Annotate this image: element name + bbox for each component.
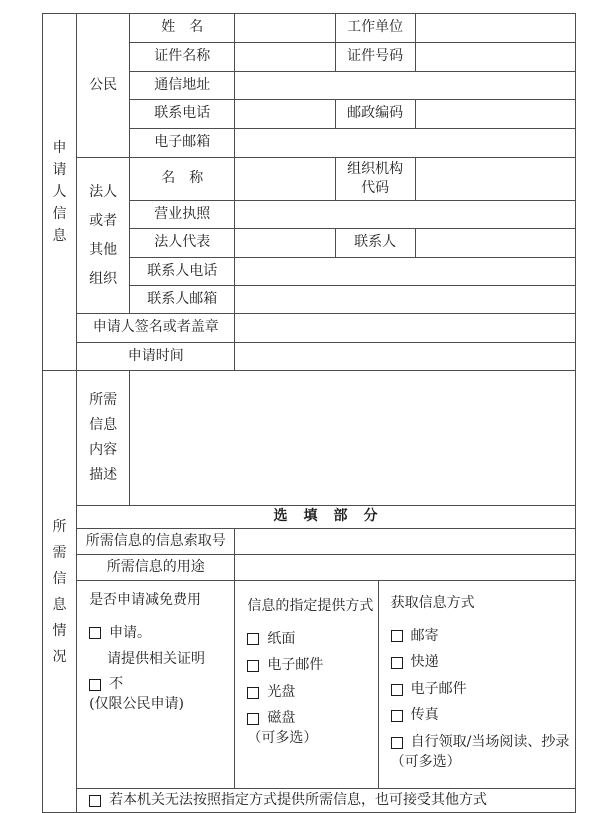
organization-group-label-text: 法人或者其他组织	[89, 183, 118, 287]
obtain-option-fax[interactable]	[391, 706, 569, 726]
id-name-label: 证件名称	[130, 43, 235, 72]
obtain-pickup-label: 自行领取/当场阅读、抄录	[410, 733, 570, 750]
other-method-row	[77, 789, 576, 813]
organization-group-label	[77, 158, 130, 314]
checkbox-icon[interactable]	[89, 627, 101, 639]
fee-waiver-apply-note: 请提供相关证明	[107, 651, 206, 668]
application-date-input-cell[interactable]	[235, 343, 576, 371]
id-name-input-cell[interactable]	[235, 43, 335, 72]
applicant-side-label-text: 申请人信息	[52, 140, 67, 244]
signature-label: 申请人签名或者盖章	[77, 314, 235, 343]
delivery-paper-label: 纸面	[267, 630, 296, 647]
org-name-input-cell[interactable]	[235, 158, 335, 201]
fee-waiver-cell	[77, 581, 235, 789]
checkbox-icon[interactable]	[391, 657, 403, 669]
application-date-label: 申请时间	[77, 343, 235, 371]
checkbox-icon[interactable]	[391, 630, 403, 642]
contact-email-input-cell[interactable]	[235, 286, 576, 314]
contact-input-cell[interactable]	[415, 229, 575, 258]
purpose-label: 所需信息的用途	[77, 555, 235, 581]
org-code-label-text: 组织机构代码	[347, 161, 404, 196]
obtain-option-pickup[interactable]	[391, 733, 569, 753]
contact-phone-input-cell[interactable]	[235, 258, 576, 286]
obtain-method-cell	[378, 581, 575, 789]
obtain-email-label: 电子邮件	[410, 680, 467, 697]
delivery-option-email[interactable]	[247, 656, 371, 676]
checkbox-icon[interactable]	[247, 713, 259, 725]
obtain-express-label: 快递	[410, 654, 439, 671]
name-input-cell[interactable]	[235, 14, 335, 43]
org-code-label	[335, 158, 415, 201]
legal-rep-label: 法人代表	[130, 229, 235, 258]
description-input-area[interactable]	[130, 371, 576, 506]
license-label: 营业执照	[130, 201, 235, 229]
obtain-option-email[interactable]	[391, 680, 569, 700]
applicant-section-side-label	[43, 14, 77, 371]
fee-waiver-option-apply[interactable]	[89, 624, 228, 644]
delivery-method-cell	[235, 581, 378, 789]
signature-input-cell[interactable]	[235, 314, 576, 343]
description-label	[77, 371, 130, 506]
description-label-text: 所需信息内容描述	[89, 392, 118, 483]
obtain-method-footnote: （可多选）	[390, 753, 461, 770]
email-input-cell[interactable]	[235, 129, 576, 158]
fee-waiver-title: 是否申请减免费用	[89, 592, 202, 608]
license-input-cell[interactable]	[235, 201, 576, 229]
info-section-side-label	[43, 371, 77, 813]
delivery-option-cd[interactable]	[247, 683, 371, 703]
obtain-fax-label: 传真	[410, 707, 439, 724]
contact-label: 联系人	[335, 229, 415, 258]
checkbox-icon[interactable]	[391, 710, 403, 722]
other-method-note-label: 若本机关无法按照指定方式提供所需信息，也可接受其他方式	[109, 791, 488, 808]
checkbox-icon[interactable]	[89, 679, 101, 691]
purpose-input-cell[interactable]	[235, 555, 576, 581]
delivery-option-disk[interactable]	[247, 709, 371, 729]
contact-phone-label: 联系人电话	[130, 258, 235, 286]
address-label: 通信地址	[130, 72, 235, 100]
obtain-option-mail[interactable]	[391, 627, 569, 647]
index-number-label: 所需信息的信息索取号	[77, 529, 235, 555]
phone-label: 联系电话	[130, 100, 235, 129]
delivery-option-paper[interactable]	[247, 630, 371, 650]
name-label: 姓 名	[130, 14, 235, 43]
fee-waiver-no-label: 不	[109, 676, 124, 693]
checkbox-icon[interactable]	[89, 795, 101, 807]
citizen-group-label: 公民	[77, 14, 130, 158]
org-code-input-cell[interactable]	[415, 158, 575, 201]
info-side-label-text: 所需信息情况	[52, 518, 67, 665]
contact-email-label: 联系人邮箱	[130, 286, 235, 314]
phone-input-cell[interactable]	[235, 100, 335, 129]
obtain-method-title: 获取信息方式	[390, 595, 475, 611]
fee-waiver-footnote: (仅限公民申请)	[89, 695, 184, 712]
fee-waiver-apply-label: 申请。	[109, 624, 152, 641]
delivery-email-label: 电子邮件	[267, 657, 324, 674]
checkbox-icon[interactable]	[391, 684, 403, 696]
work-unit-input-cell[interactable]	[415, 14, 575, 43]
legal-rep-input-cell[interactable]	[235, 229, 335, 258]
other-method-option[interactable]	[77, 791, 575, 811]
work-unit-label: 工作单位	[335, 14, 415, 43]
address-input-cell[interactable]	[235, 72, 576, 100]
optional-section-header: 选 填 部 分	[77, 506, 576, 529]
obtain-mail-label: 邮寄	[410, 627, 439, 644]
delivery-cd-label: 光盘	[267, 683, 296, 700]
org-name-label: 名 称	[130, 158, 235, 201]
checkbox-icon[interactable]	[247, 660, 259, 672]
delivery-disk-label: 磁盘	[267, 710, 296, 727]
checkbox-icon[interactable]	[391, 737, 403, 749]
postcode-label: 邮政编码	[335, 100, 415, 129]
id-number-label: 证件号码	[335, 43, 415, 72]
fee-waiver-option-no[interactable]	[89, 675, 228, 695]
delivery-method-footnote: （可多选）	[247, 729, 318, 746]
delivery-method-title: 信息的指定提供方式	[247, 598, 374, 614]
checkbox-icon[interactable]	[247, 633, 259, 645]
index-number-input-cell[interactable]	[235, 529, 576, 555]
email-label: 电子邮箱	[130, 129, 235, 158]
checkbox-icon[interactable]	[247, 687, 259, 699]
postcode-input-cell[interactable]	[415, 100, 575, 129]
id-number-input-cell[interactable]	[415, 43, 575, 72]
obtain-option-express[interactable]	[391, 653, 569, 673]
application-form-table	[42, 13, 576, 813]
